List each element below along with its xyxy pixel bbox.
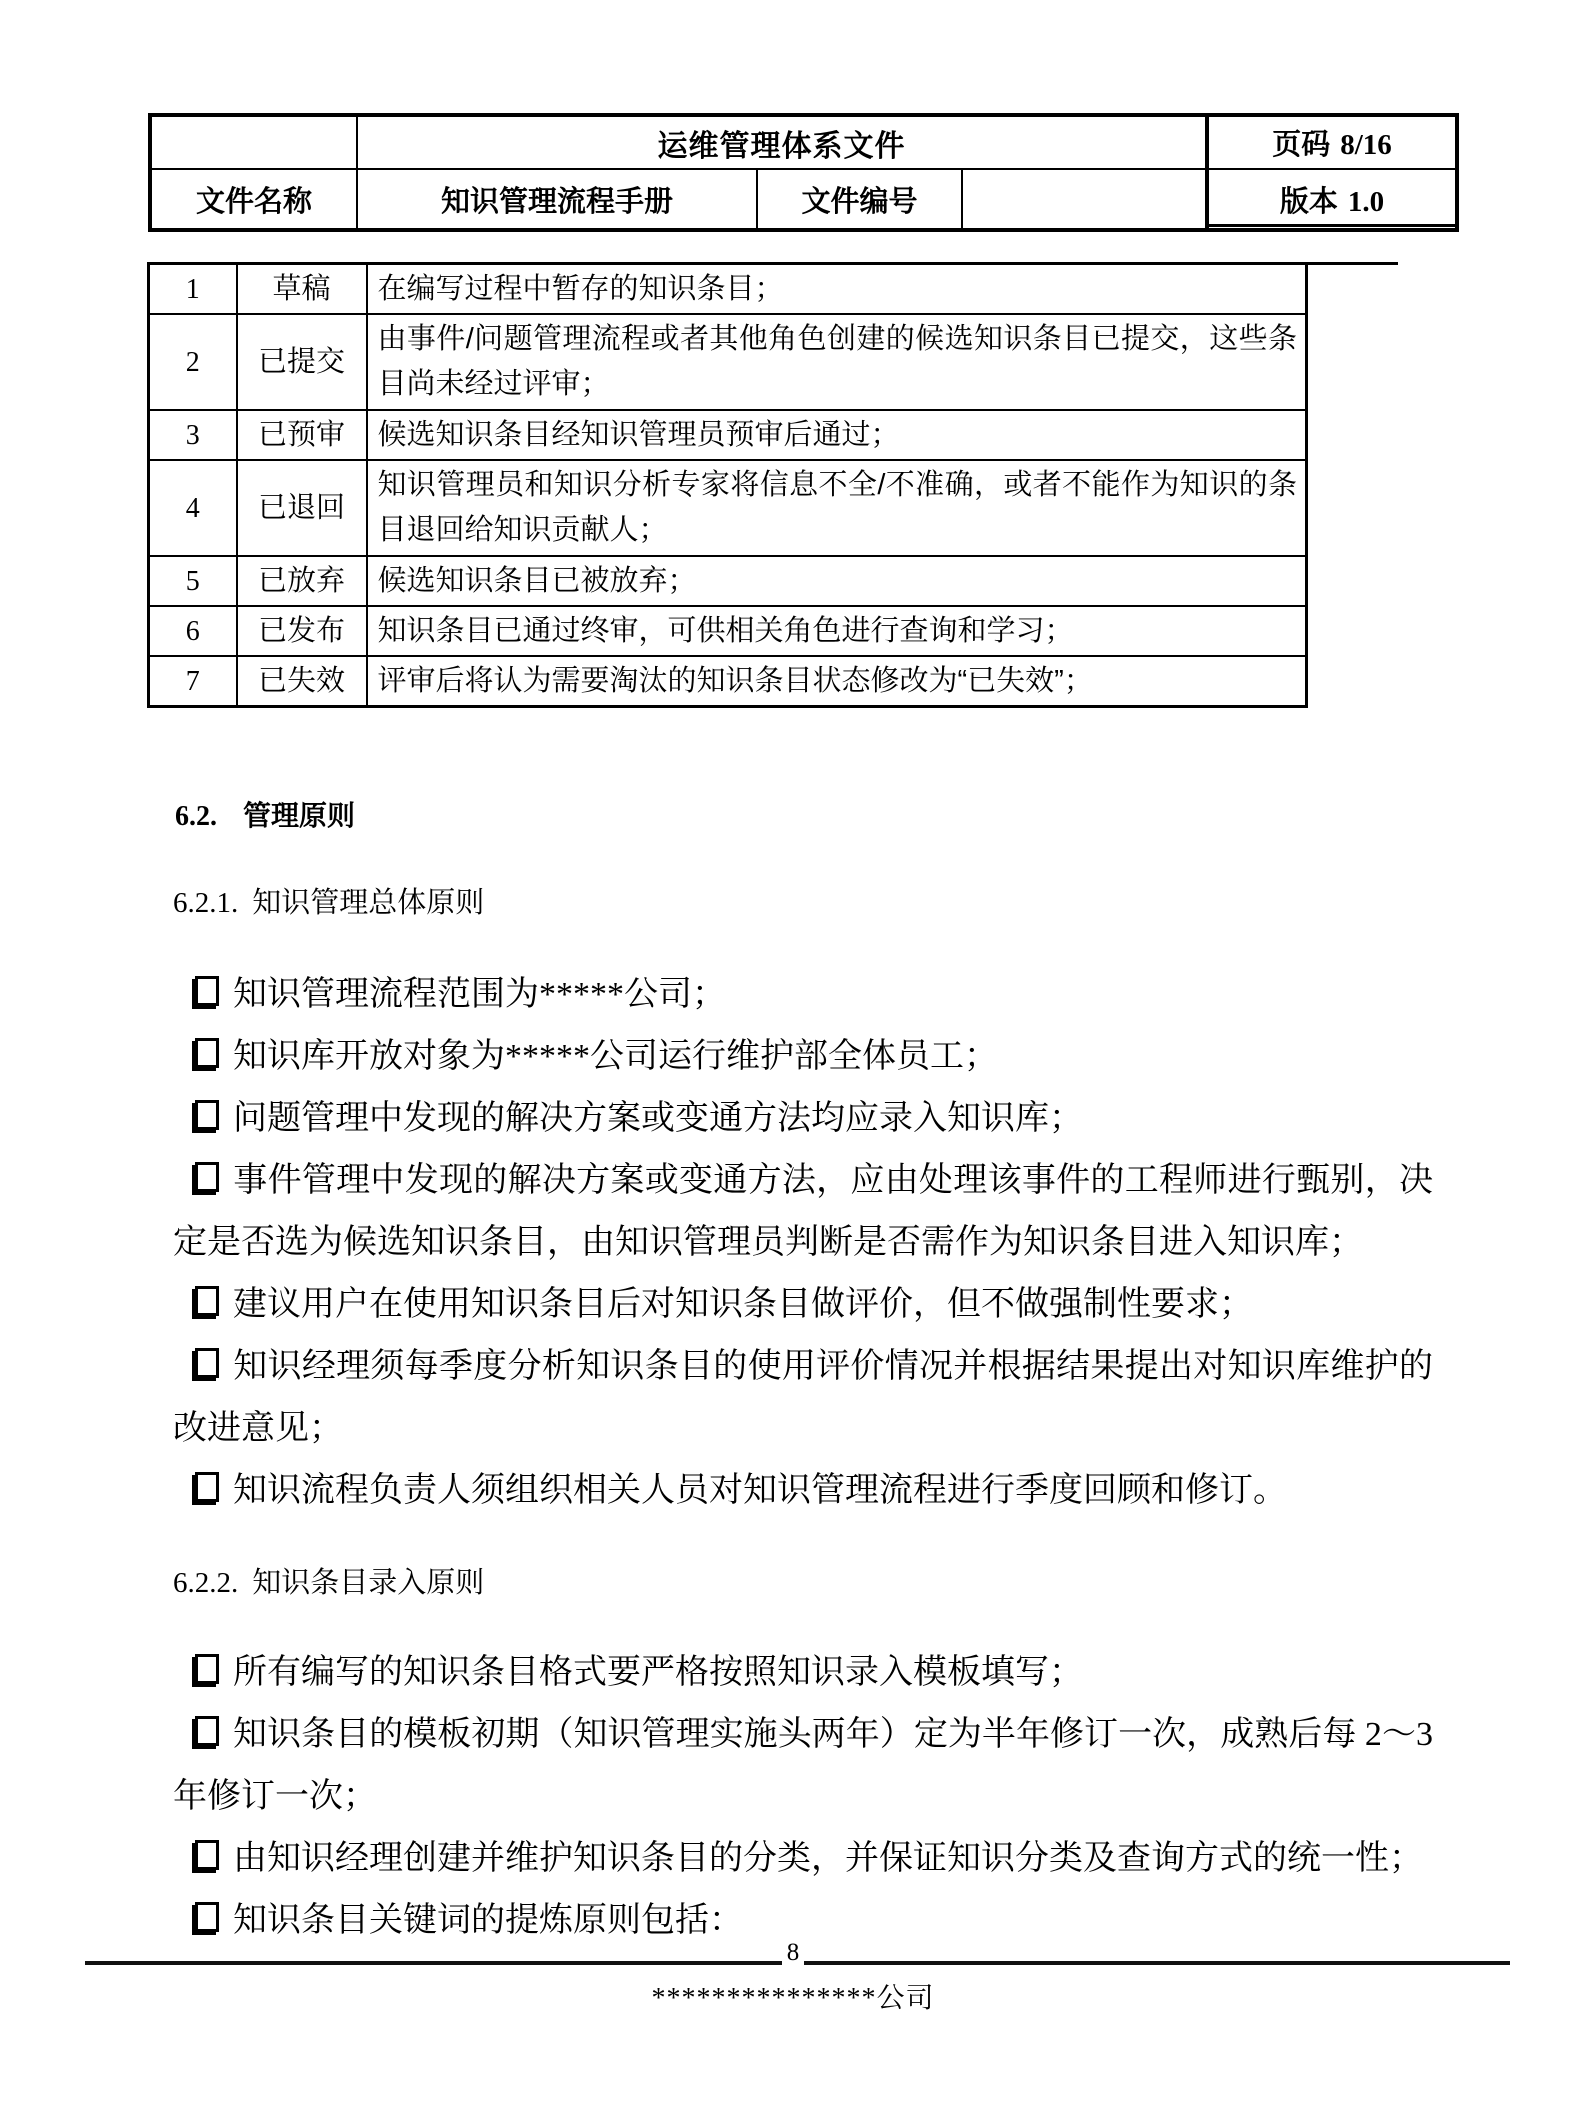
state-name: 草稿: [237, 264, 367, 315]
state-description: 知识管理员和知识分析专家将信息不全/不准确，或者不能作为知识的条目退回给知识贡献人；: [367, 460, 1307, 556]
table-row: [149, 656, 1307, 707]
page-code-label: 页码: [1272, 129, 1331, 161]
bullet-square-icon: [195, 1100, 219, 1130]
knowledge-status-table: [147, 262, 1308, 708]
section-number: 6.2.: [175, 801, 217, 832]
list-item: [173, 1460, 1433, 1522]
file-no-label: 文件编号: [757, 169, 962, 230]
header-table: [148, 113, 1459, 232]
row-number: 4: [149, 460, 237, 556]
row-number: 5: [149, 556, 237, 606]
state-description: 评审后将认为需要淘汰的知识条目状态修改为“已失效”；: [367, 656, 1307, 707]
section-heading-621: [173, 882, 484, 924]
footer-page-number: [0, 1938, 1586, 1968]
doc-system-title: 运维管理体系文件: [357, 115, 1207, 169]
bullet-text: 事件管理中发现的解决方案或变通方法，应由处理该事件的工程师进行甄别，决定是否选为候选知识条目，由知识管理员判断是否需作为知识条目进入知识库；: [173, 1162, 1433, 1261]
header-empty-cell: [150, 115, 357, 169]
header-underline-divider: [1205, 224, 1455, 227]
state-description: 候选知识条目已被放弃；: [367, 556, 1307, 606]
bullet-text: 知识条目的模板初期（知识管理实施头两年）定为半年修订一次，成熟后每 2～3 年修订一次；: [173, 1716, 1433, 1815]
table-row: [149, 460, 1307, 556]
row-number: 6: [149, 606, 237, 656]
section-number: 6.2.1.: [173, 887, 239, 919]
bullet-square-icon: [195, 976, 219, 1006]
list-item: [173, 1642, 1433, 1704]
state-name: 已放弃: [237, 556, 367, 606]
state-name: 已失效: [237, 656, 367, 707]
principles-list-621: [173, 964, 1433, 1522]
list-item: [173, 1704, 1433, 1828]
table-row: [149, 606, 1307, 656]
bullet-square-icon: [195, 1472, 219, 1502]
bullet-square-icon: [195, 1902, 219, 1932]
table-top-border-extension: [1303, 262, 1398, 265]
page-number-value: 8: [782, 1939, 805, 1966]
file-no-value: [962, 169, 1207, 230]
bullet-text: 知识流程负责人须组织相关人员对知识管理流程进行季度回顾和修订。: [233, 1472, 1287, 1509]
version-value: 1.0: [1347, 185, 1385, 218]
page-code-value: 8/16: [1340, 129, 1392, 161]
section-number: 6.2.2.: [173, 1567, 239, 1599]
version-label: 版本: [1279, 185, 1338, 218]
footer-company-name: ***************公司: [651, 1983, 935, 2014]
bullet-square-icon: [195, 1716, 219, 1746]
bullet-square-icon: [195, 1286, 219, 1316]
file-name-label: 文件名称: [150, 169, 357, 230]
state-description: 知识条目已通过终审，可供相关角色进行查询和学习；: [367, 606, 1307, 656]
bullet-text: 知识条目关键词的提炼原则包括：: [233, 1902, 743, 1939]
list-item: [173, 1274, 1433, 1336]
section-title: 知识条目录入原则: [252, 1567, 485, 1599]
bullet-square-icon: [195, 1162, 219, 1192]
section-heading-622: [173, 1562, 484, 1604]
bullet-square-icon: [195, 1654, 219, 1684]
bullet-square-icon: [195, 1038, 219, 1068]
state-name: 已预审: [237, 410, 367, 460]
state-name: 已退回: [237, 460, 367, 556]
list-item: [173, 1150, 1433, 1274]
row-number: 1: [149, 264, 237, 315]
table-row: [149, 314, 1307, 410]
bullet-square-icon: [195, 1840, 219, 1870]
list-item: [173, 1336, 1433, 1460]
bullet-text: 知识库开放对象为*****公司运行维护部全体员工；: [233, 1038, 998, 1075]
list-item: [173, 1828, 1433, 1890]
state-name: 已发布: [237, 606, 367, 656]
state-description: 候选知识条目经知识管理员预审后通过；: [367, 410, 1307, 460]
state-description: 在编写过程中暂存的知识条目；: [367, 264, 1307, 315]
bullet-square-icon: [195, 1348, 219, 1378]
row-number: 3: [149, 410, 237, 460]
bullet-text: 问题管理中发现的解决方案或变通方法均应录入知识库；: [233, 1100, 1083, 1137]
list-item: [173, 1088, 1433, 1150]
section-title: 知识管理总体原则: [252, 887, 485, 919]
row-number: 2: [149, 314, 237, 410]
table-row: [149, 556, 1307, 606]
version-cell: [1207, 169, 1457, 230]
bullet-text: 所有编写的知识条目格式要严格按照知识录入模板填写；: [233, 1654, 1083, 1691]
table-row: [149, 264, 1307, 315]
row-number: 7: [149, 656, 237, 707]
bullet-text: 由知识经理创建并维护知识条目的分类，并保证知识分类及查询方式的统一性；: [233, 1840, 1423, 1877]
page-code-cell: [1207, 115, 1457, 169]
bullet-text: 知识管理流程范围为*****公司；: [233, 976, 726, 1013]
header-row-title: [150, 115, 1457, 169]
section-title: 管理原则: [243, 801, 356, 832]
table-row: [149, 410, 1307, 460]
principles-list-622: [173, 1642, 1433, 1952]
state-description: 由事件/问题管理流程或者其他角色创建的候选知识条目已提交，这些条目尚未经过评审；: [367, 314, 1307, 410]
section-heading-62: [175, 797, 355, 837]
state-name: 已提交: [237, 314, 367, 410]
list-item: [173, 964, 1433, 1026]
header-row-file: [150, 169, 1457, 230]
bullet-text: 知识经理须每季度分析知识条目的使用评价情况并根据结果提出对知识库维护的改进意见；: [173, 1348, 1433, 1447]
bullet-text: 建议用户在使用知识条目后对知识条目做评价，但不做强制性要求；: [233, 1286, 1253, 1323]
list-item: [173, 1026, 1433, 1088]
file-name-value: 知识管理流程手册: [357, 169, 757, 230]
